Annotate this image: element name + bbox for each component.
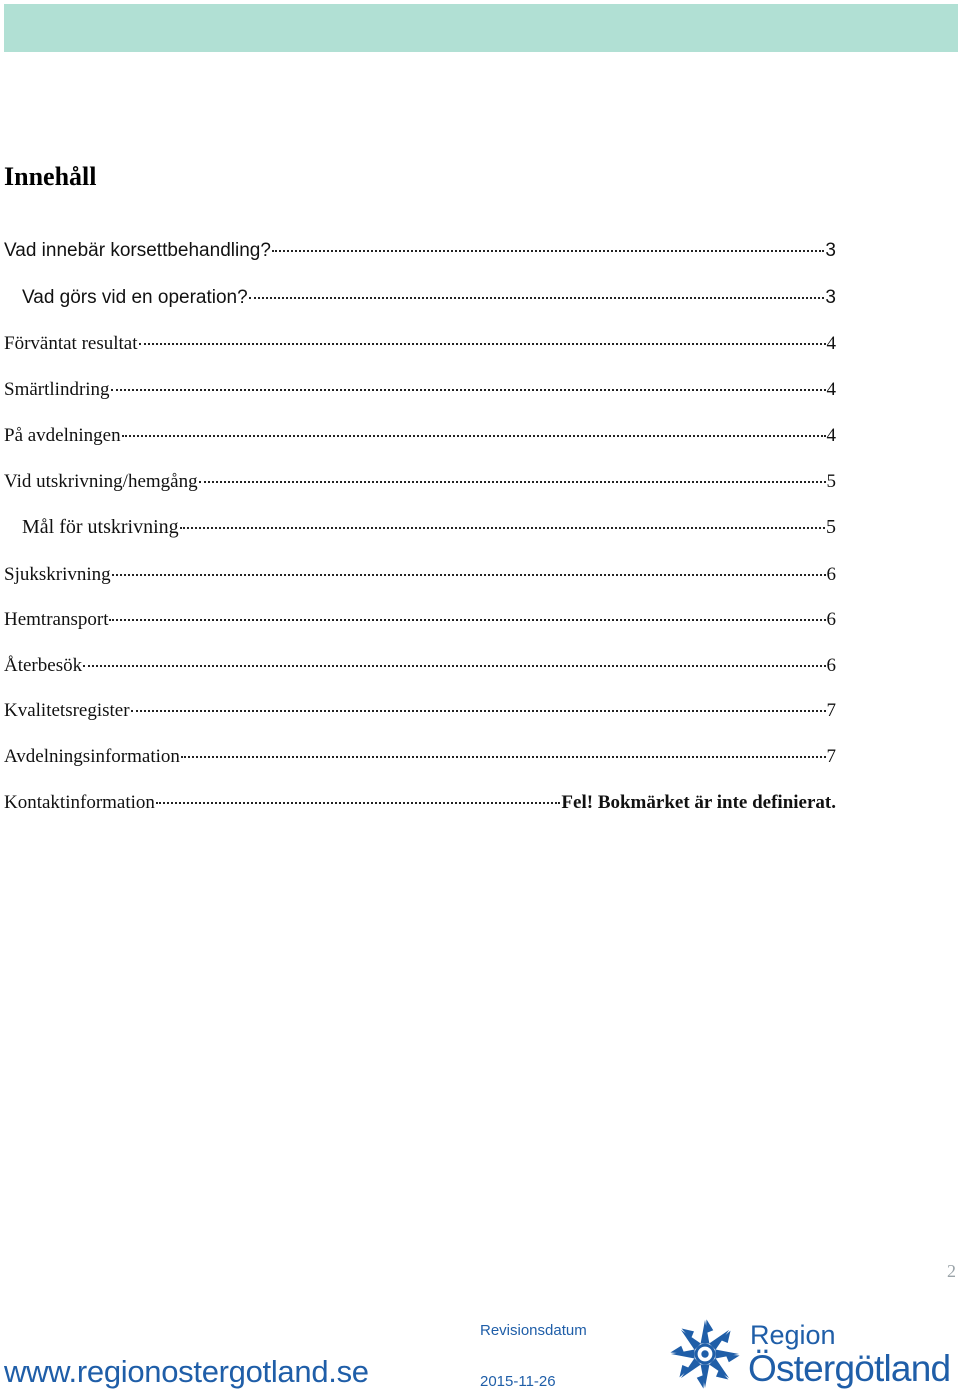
toc-entry-page: 4 — [826, 333, 836, 354]
toc-entry[interactable] — [4, 788, 836, 818]
toc-entry[interactable] — [4, 329, 836, 359]
toc-entry-label: Kontaktinformation — [4, 792, 155, 813]
toc-leader — [181, 756, 826, 758]
toc-entry[interactable] — [4, 696, 836, 726]
toc-entry[interactable] — [4, 605, 836, 635]
toc-entry-label: Återbesök — [4, 655, 83, 676]
toc-entry[interactable] — [4, 421, 836, 451]
toc-entry-label: Förväntat resultat — [4, 333, 138, 354]
toc-entry-label: Hemtransport — [4, 609, 109, 630]
toc-leader — [109, 619, 825, 621]
revision-label: Revisionsdatum — [480, 1322, 587, 1339]
toc-entry-label: Kvalitetsregister — [4, 700, 130, 721]
toc-leader — [83, 665, 825, 667]
toc-entry-page: 7 — [826, 746, 836, 767]
toc-entry[interactable] — [22, 512, 836, 542]
toc-entry-page: 5 — [826, 471, 836, 492]
flower-logo-icon — [668, 1317, 742, 1391]
toc-entry[interactable] — [4, 467, 836, 497]
logo-text-region: Region — [750, 1320, 836, 1350]
toc-entry-page: 4 — [826, 425, 836, 446]
toc-entry-label: Mål för utskrivning — [22, 516, 179, 538]
toc-leader — [272, 250, 825, 252]
toc-entry-label: Smärtlindring — [4, 379, 110, 400]
toc-leader — [180, 527, 825, 529]
toc-entry-page: 5 — [826, 516, 836, 538]
toc-entry-label: Vid utskrivning/hemgång — [4, 471, 198, 492]
toc-entry[interactable] — [4, 560, 836, 590]
toc-entry-label: Sjukskrivning — [4, 564, 111, 585]
toc-entry-label: Vad innebär korsettbehandling? — [4, 240, 271, 261]
toc-entry-page: 6 — [826, 655, 836, 676]
revision-date: 2015-11-26 — [480, 1373, 556, 1390]
toc-leader — [139, 343, 826, 345]
toc-entry[interactable] — [4, 742, 836, 772]
header-band — [4, 4, 958, 52]
toc-entry-page: 6 — [826, 609, 836, 630]
toc-entry-label: Avdelningsinformation — [4, 746, 180, 767]
toc-entry[interactable] — [4, 236, 836, 266]
toc-entry-label: Vad görs vid en operation? — [22, 287, 248, 308]
logo-text-ostergotland: Östergötland — [748, 1348, 951, 1389]
toc-entry-page: 6 — [826, 564, 836, 585]
toc-entry[interactable] — [4, 375, 836, 405]
page-number: 2 — [947, 1261, 956, 1281]
toc-entry-page: 4 — [826, 379, 836, 400]
toc-leader — [156, 802, 561, 804]
toc-heading: Innehåll — [4, 162, 97, 191]
toc-leader — [131, 710, 826, 712]
toc-leader — [199, 481, 826, 483]
toc-leader — [112, 574, 826, 576]
region-logo — [668, 1315, 960, 1393]
toc-entry-page: Fel! Bokmärket är inte definierat. — [561, 792, 836, 813]
toc-entry[interactable] — [22, 283, 836, 313]
footer-website-link[interactable]: www.regionostergotland.se — [4, 1354, 369, 1389]
toc-entry-page: 3 — [825, 240, 836, 261]
toc-entry-page: 3 — [825, 287, 836, 308]
toc-entry[interactable] — [4, 651, 836, 681]
toc-leader — [111, 389, 826, 391]
toc-leader — [122, 435, 826, 437]
toc-leader — [249, 297, 825, 299]
toc-entry-page: 7 — [826, 700, 836, 721]
toc-entry-label: På avdelningen — [4, 425, 121, 446]
